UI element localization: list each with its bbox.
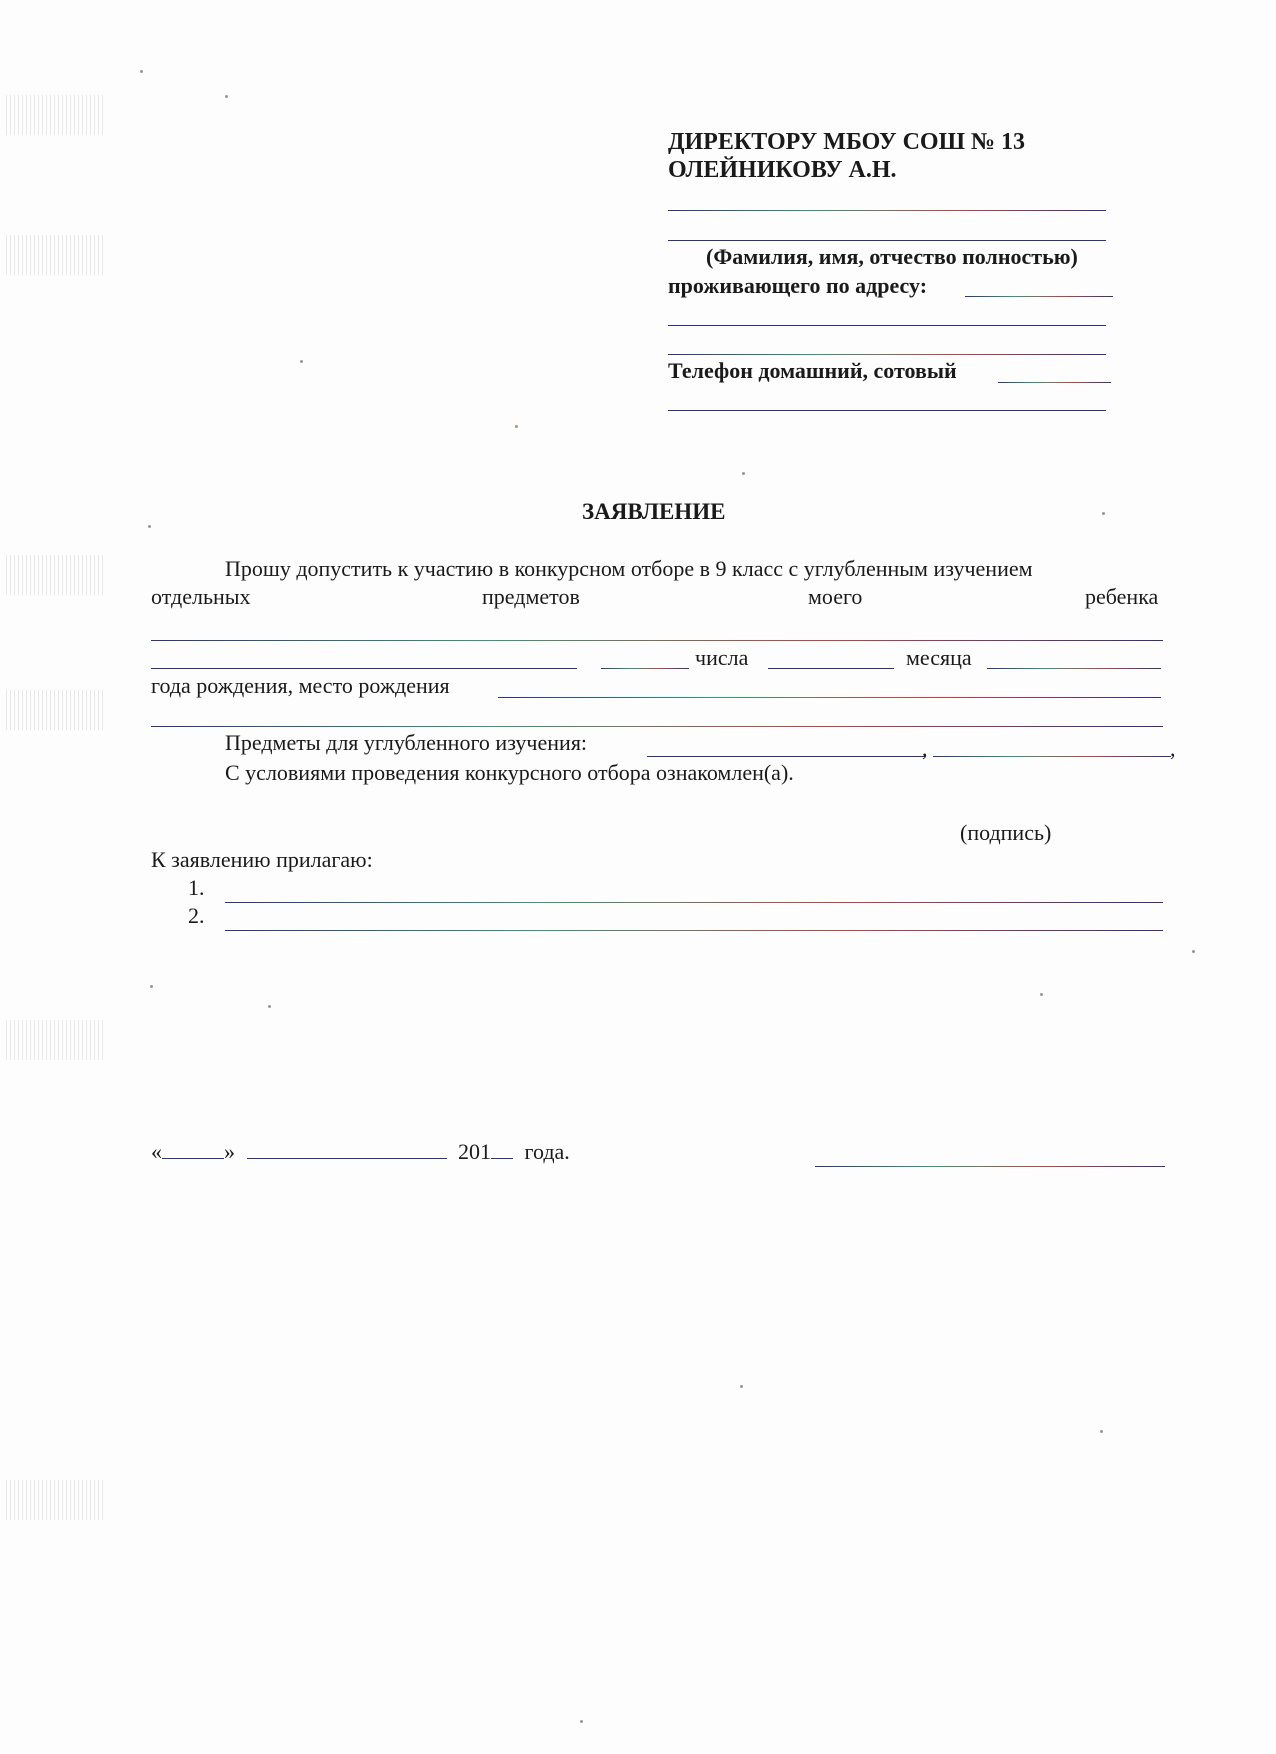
child-name-line-2[interactable]: [151, 668, 577, 669]
birth-month-line[interactable]: [768, 668, 894, 669]
day-label: числа: [695, 645, 749, 670]
attachment-line-1[interactable]: [225, 902, 1163, 903]
birth-label: года рождения, место рождения: [151, 673, 450, 698]
attachment-number-2: 2.: [188, 903, 205, 928]
phone-line-0[interactable]: [998, 382, 1111, 383]
attachment-number-1: 1.: [188, 875, 205, 900]
subjects-comma-1: ,: [922, 736, 928, 761]
birth-place-line-2[interactable]: [151, 726, 1163, 727]
request-word-1: отдельных: [151, 584, 251, 609]
date-month-field[interactable]: [247, 1138, 447, 1159]
quote-open: «: [151, 1139, 162, 1164]
request-word-2: предметов: [482, 584, 580, 609]
subject-2-line[interactable]: [933, 756, 1171, 757]
year-prefix: 201: [458, 1139, 491, 1164]
applicant-name-line-2[interactable]: [668, 240, 1106, 241]
subjects-comma-2: ,: [1170, 736, 1176, 761]
signature-line[interactable]: [815, 1166, 1165, 1167]
document-title: ЗАЯВЛЕНИЕ: [582, 499, 726, 524]
request-line-1: Прошу допустить к участию в конкурсном отборе в 9 класс с углубленным изучением: [225, 556, 1033, 581]
phone-label: Телефон домашний, сотовый: [668, 358, 957, 383]
phone-line-1[interactable]: [668, 410, 1106, 411]
subjects-label: Предметы для углубленного изучения:: [225, 730, 588, 755]
address-label: проживающего по адресу:: [668, 273, 928, 298]
date-day-field[interactable]: [162, 1138, 224, 1159]
year-digit-field[interactable]: [491, 1138, 513, 1159]
year-suffix: года.: [524, 1139, 570, 1164]
request-word-3: моего: [808, 584, 863, 609]
address-line-0[interactable]: [965, 296, 1113, 297]
recipient-line-2: ОЛЕЙНИКОВУ А.Н.: [668, 157, 897, 183]
quote-close: »: [224, 1139, 235, 1164]
recipient-line-1: ДИРЕКТОРУ МБОУ СОШ № 13: [668, 129, 1026, 155]
acknowledged-text: С условиями проведения конкурсного отбора ознакомлен(а).: [225, 760, 794, 785]
birth-day-line[interactable]: [601, 668, 689, 669]
attachments-label: К заявлению прилагаю:: [151, 847, 373, 872]
address-line-1[interactable]: [668, 325, 1106, 326]
subject-1-line[interactable]: [647, 756, 925, 757]
birth-year-line[interactable]: [987, 668, 1161, 669]
month-label: месяца: [906, 645, 972, 670]
child-name-line[interactable]: [151, 640, 1163, 641]
birth-place-line[interactable]: [498, 697, 1161, 698]
applicant-name-line-1[interactable]: [668, 210, 1106, 211]
fio-hint: (Фамилия, имя, отчество полностью): [706, 244, 1078, 269]
request-word-4: ребенка: [1085, 584, 1159, 609]
signature-label: (подпись): [960, 820, 1052, 845]
address-line-2[interactable]: [668, 354, 1106, 355]
attachment-line-2[interactable]: [225, 930, 1163, 931]
date-row: [151, 1138, 570, 1165]
